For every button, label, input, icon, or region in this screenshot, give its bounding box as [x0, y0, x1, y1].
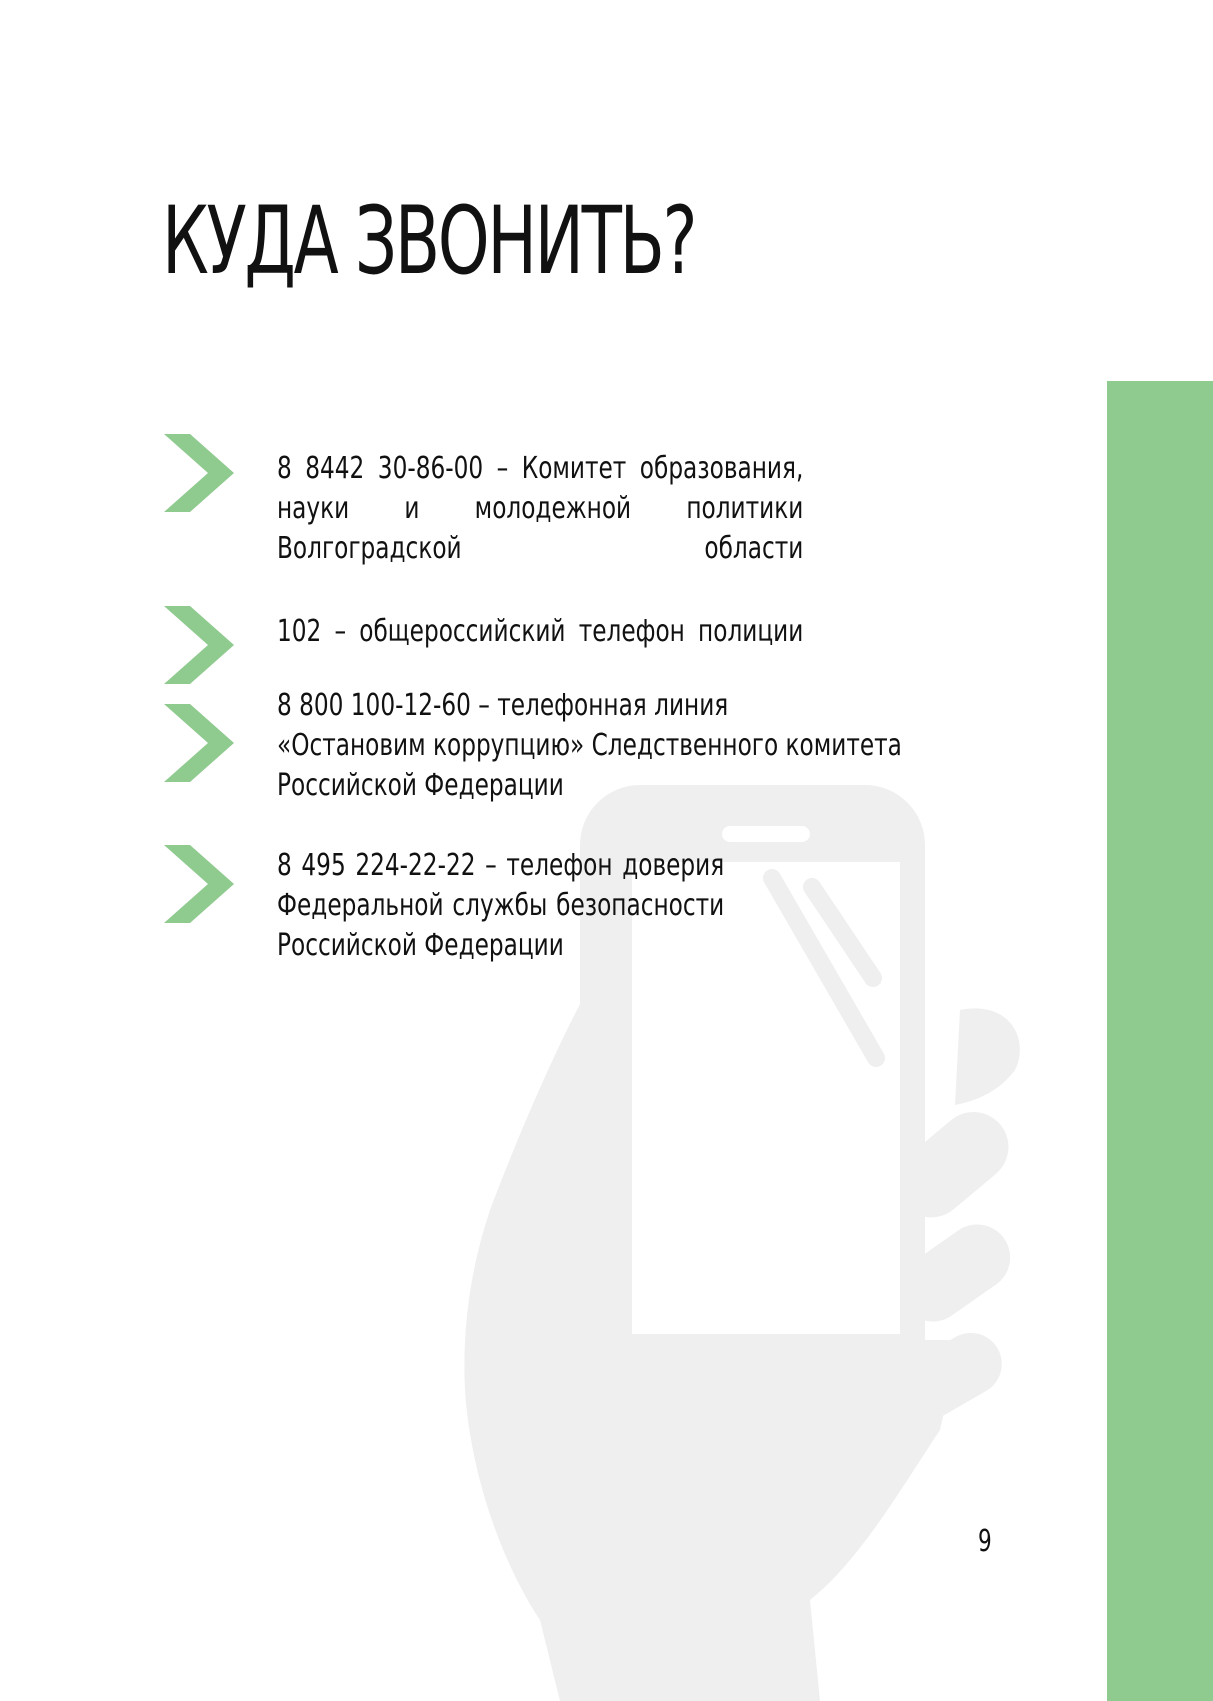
contact-line: Российской Федерации: [277, 928, 564, 963]
contact-line: 8 800 100-12-60 – телефонная линия: [277, 688, 729, 723]
page-number: 9: [978, 1524, 992, 1559]
chevron-right-icon: [164, 704, 234, 782]
chevron-right-icon: [164, 606, 234, 684]
chevron-right-icon: [164, 434, 234, 512]
page-title: КУДА ЗВОНИТЬ?: [162, 187, 696, 296]
green-side-bar: [1107, 381, 1213, 1701]
contact-line: «Остановим коррупцию» Следственного комитета: [277, 728, 902, 763]
contact-line: Российской Федерации: [277, 768, 564, 803]
chevron-right-icon: [164, 845, 234, 923]
contact-item: [277, 846, 724, 966]
contact-line: 8 495 224-22-22 – телефон доверия: [277, 848, 725, 883]
contact-line: Волгоградской области: [277, 531, 804, 566]
contact-line: Федеральной службы безопасности: [277, 888, 725, 923]
contact-line: 8 8442 30-86-00 – Комитет образования,: [277, 451, 804, 486]
contact-item: [277, 612, 803, 652]
contact-item: [277, 686, 902, 806]
contact-line: науки и молодежной политики: [277, 491, 804, 526]
contact-line: 102 – общероссийский телефон полиции: [277, 614, 804, 649]
contact-item: [277, 449, 803, 569]
